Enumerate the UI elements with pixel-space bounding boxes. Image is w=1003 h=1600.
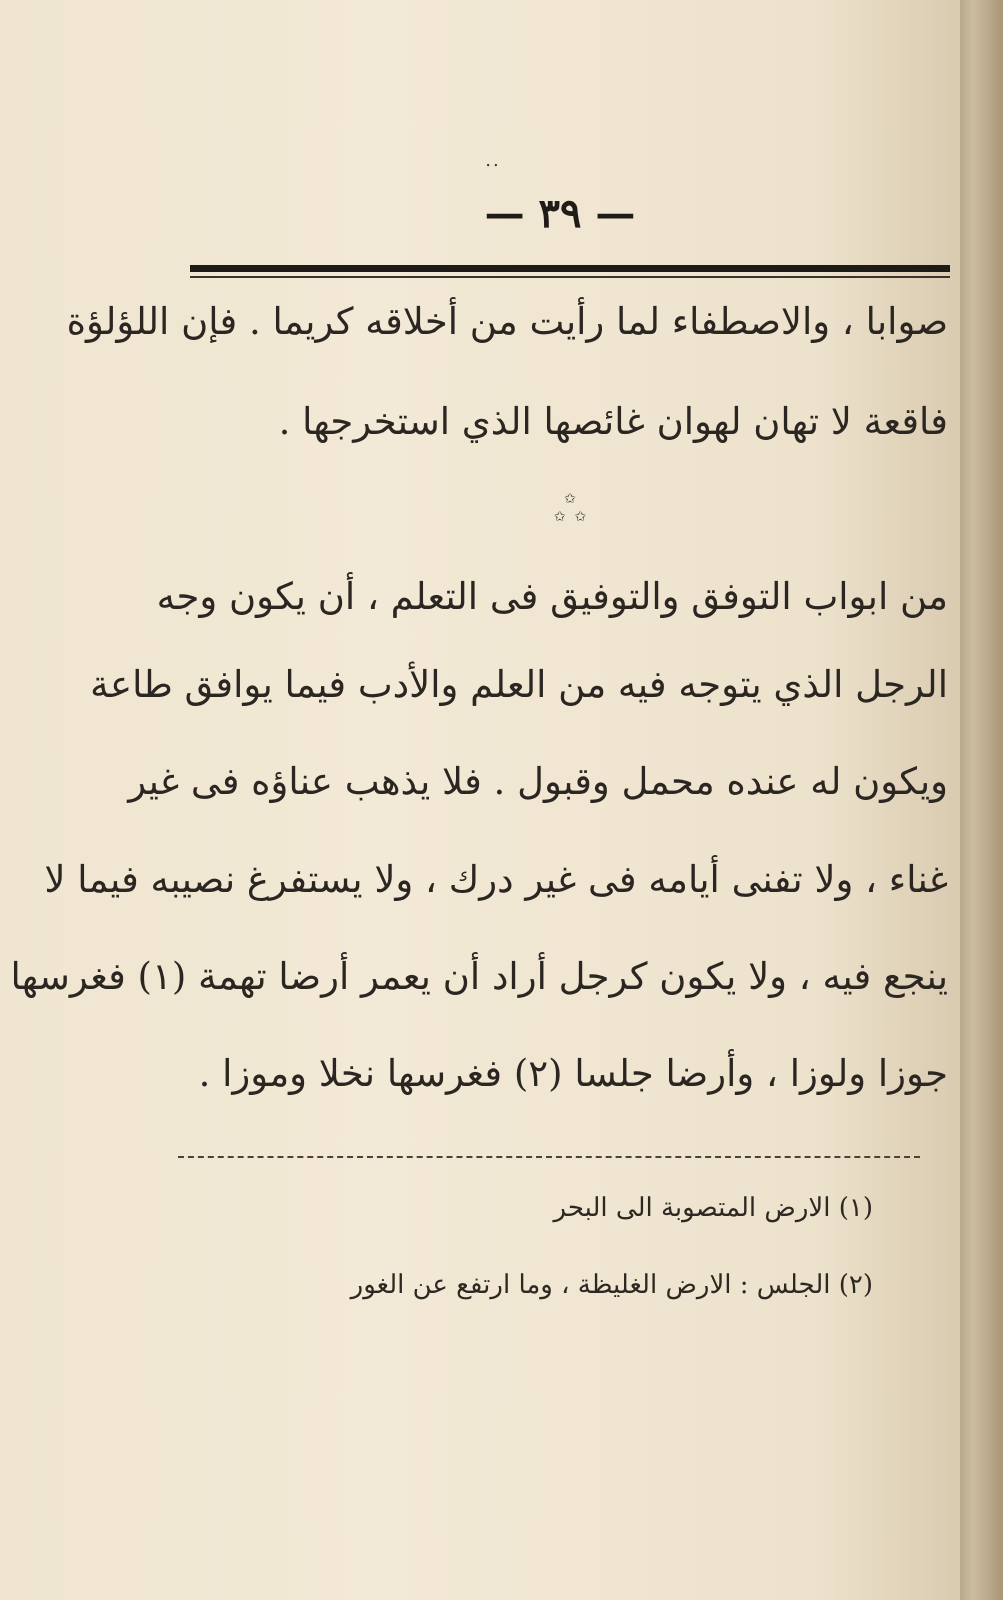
header-dots: ..: [485, 150, 501, 171]
header-rule-thin: [190, 276, 950, 278]
page-edge-shadow: [960, 0, 1003, 1600]
header-rule-heavy: [190, 265, 950, 272]
paragraph2-line-1: من ابواب التوفق والتوفيق فى التعلم ، أن يكون وجه: [156, 575, 948, 618]
paragraph2-line-2: الرجل الذي يتوجه فيه من العلم والأدب فيما يوافق طاعة: [90, 663, 948, 706]
paragraph2-line-6: جوزا ولوزا ، وأرضا جلسا (٢) فغرسها نخلا وموزا .: [198, 1052, 948, 1095]
paragraph2-line-4: غناء ، ولا تفنى أيامه فى غير درك ، ولا يستفرغ نصيبه فيما لا: [44, 858, 948, 901]
paragraph1-line-2: فاقعة لا تهان لهوان غائصها الذي استخرجها .: [278, 400, 948, 443]
star-icon: ✩: [564, 491, 576, 507]
paragraph2-line-5: ينجع فيه ، ولا يكون كرجل أراد أن يعمر أرضا تهمة (١) فغرسها: [10, 955, 948, 998]
footnote-1: (١) الارض المتصوبة الى البحر: [553, 1193, 873, 1223]
star-icon: ✩ ✩: [553, 509, 587, 525]
section-separator-stars: [540, 490, 600, 526]
footnote-divider: [178, 1156, 920, 1158]
page-number: — ٣٩ —: [484, 190, 636, 237]
paragraph2-line-3: ويكون له عنده محمل وقبول . فلا يذهب عناؤه فى غير: [128, 760, 948, 803]
paragraph1-line-1: صوابا ، والاصطفاء لما رأيت من أخلاقه كريما . فإن اللؤلؤة: [66, 300, 948, 343]
footnote-2: (٢) الجلس : الارض الغليظة ، وما ارتفع عن الغور: [350, 1270, 873, 1300]
